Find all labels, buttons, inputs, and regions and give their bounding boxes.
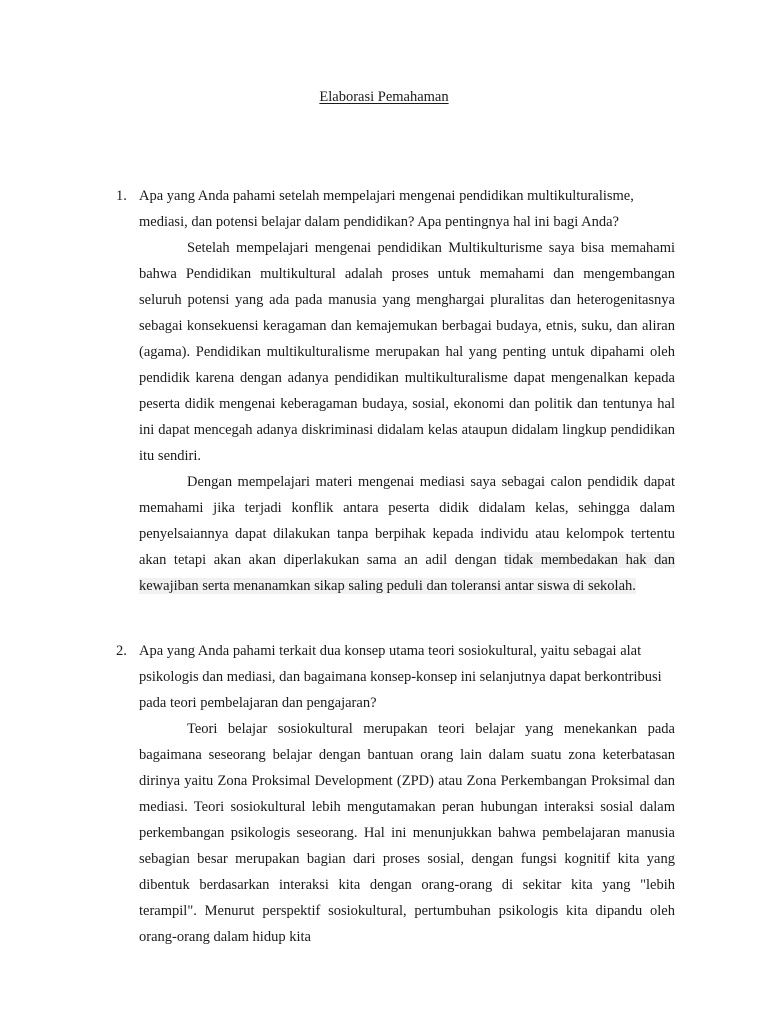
answer-text: Dengan mempelajari materi mengenai mediasi saya sebagai calon pendidik dapat memahami jika terjadi konflik antara peserta didik didalam kelas, sehingga dalam penyelsaiannya dapat dilakukan tanpa berpihak kepada individu atau kelompok tertentu akan tetapi akan akan diperlakukan sama an adil dengan [139,474,675,568]
question-text: Apa yang Anda pahami setelah mempelajari mengenai pendidikan multikulturalisme, mediasi, dan potensi belajar dalam pendidikan? Apa pentingnya hal ini bagi Anda? [139,188,634,230]
question-item-1 [116,183,676,599]
answer-paragraph: Teori belajar sosiokultural merupakan teori belajar yang menekankan pada bagaimana seseorang belajar dengan bantuan orang lain dalam suatu zona keterbatasan dirinya yaitu Zona Proksimal Development (ZPD) atau Zona Perkembangan Proksimal dan mediasi. Teori sosiokultural lebih mengutamakan peran hubungan interaksi sosial dalam perkembangan psikologis seseorang. Hal ini menunjukkan bahwa pembelajaran manusia sebagian besar merupakan bagian dari proses sosial, dengan fungsi kognitif kita yang dibentuk berdasarkan interaksi kita dengan orang-orang di sekitar kita yang "lebih terampil". Menurut perspektif sosiokultural, pertumbuhan psikologis kita dipandu oleh orang-orang dalam hidup kita [139,721,675,945]
question-number: 1. [116,188,127,204]
question-text: Apa yang Anda pahami terkait dua konsep utama teori sosiokultural, yaitu sebagai alat psikologis dan mediasi, dan bagaimana konsep-konsep ini selanjutnya dapat berkontribusi pada teori pembelajaran dan pengajaran? [139,643,662,711]
document-title: Elaborasi Pemahaman [319,89,449,105]
question-item-2 [116,638,675,950]
highlighted-text: tidak membedakan hak dan kewajiban serta menanamkan sikap saling peduli dan toleransi antar siswa di sekolah. [139,552,676,594]
answer-paragraph: Setelah mempelajari mengenai pendidikan Multikulturisme saya bisa memahami bahwa Pendidikan multikultural adalah proses untuk memahami dan mengembangan seluruh potensi yang ada pada manusia yang menghargai pluralitas dan heterogenitasnya sebagai konsekuensi keragaman dan kemajemukan berbagai budaya, etnis, suku, dan aliran (agama). Pendidikan multikulturalisme merupakan hal yang penting untuk dipahami oleh pendidik karena dengan adanya pendidikan multikulturalisme dapat mengenalkan kepada peserta didik mengenai keberagaman budaya, sosial, ekonomi dan politik dan tentunya hal ini dapat mencegah adanya diskriminasi didalam kelas ataupun didalam lingkup pendidikan itu sendiri. [139,240,675,464]
answer-paragraph [139,469,675,599]
question-number: 2. [116,643,127,659]
